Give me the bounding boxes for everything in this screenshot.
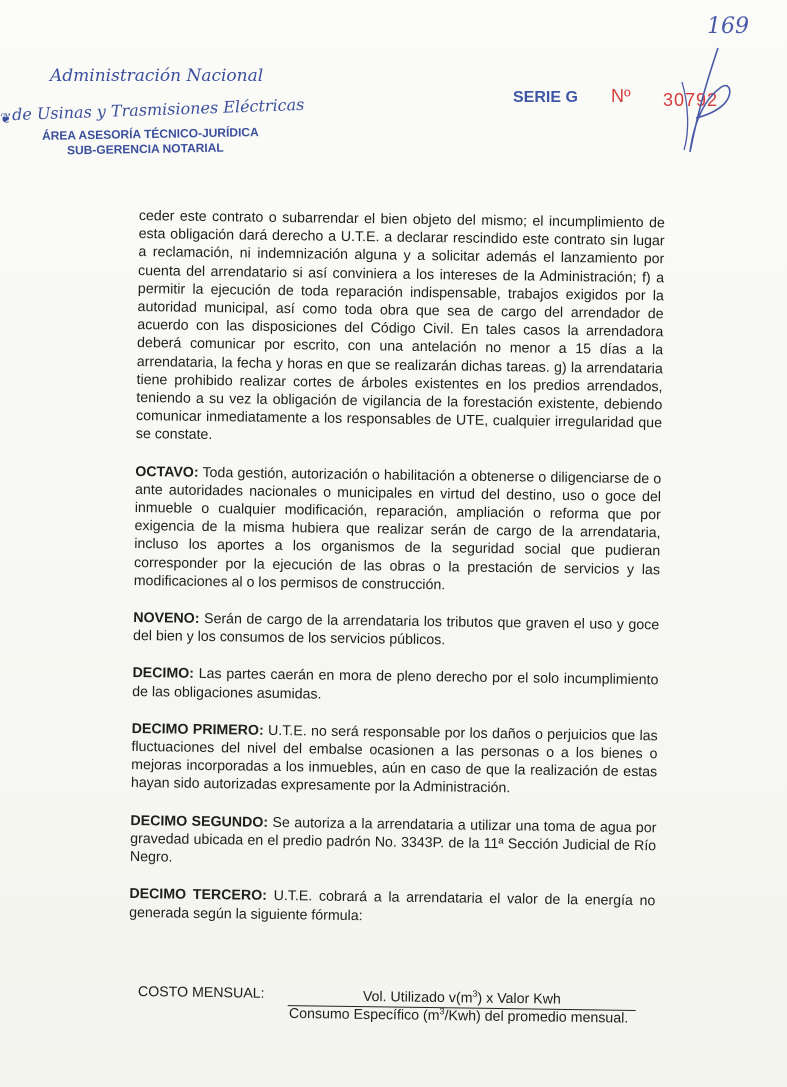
denominator-text-a: Consumo Específico (m (288, 1005, 440, 1024)
bird-logo-icon: ❦ (0, 110, 12, 126)
clause-heading: OCTAVO: (135, 463, 199, 481)
document-number: 30792 (663, 90, 719, 110)
formula-denominator (277, 1004, 639, 1027)
clause-text: U.T.E. no será responsable por los daños o perjuicios que las fluctuaciones del nivel del embalse ocasionen a las personas o a los bienes o mejoras incorporadas a los inmuebles, aún en caso de que la realización de estas hayan sido autorizadas expresamente por la Administración. (130, 722, 658, 797)
letterhead-org-line1: Administración Nacional (50, 66, 264, 86)
clause-text: Serán de cargo de la arrendataria los tributos que graven el uso y goce del bien y los consumos de los servicios públicos. (132, 610, 660, 649)
numero-symbol: Nº (611, 86, 631, 106)
denominator-text-b: /Kwh) del promedio mensual. (444, 1008, 629, 1027)
denominator-sup: 3 (439, 1006, 445, 1017)
numerator-sup: 3 (472, 988, 478, 999)
cost-formula (137, 984, 658, 1027)
paragraph-continuation: ceder este contrato o subarrendar el bien objeto del mismo; el incumplimiento de esta obligación dará derecho a U.T.E. a declarar rescindido este contrato sin lugar a reclamación, ni indemnización alguna y a solicitar además el lanzamiento por cuenta del arrendatario si así conviniera a los intereses de la Administración; f) a permitir la ejecución de toda reparación indispensable, trabajos exigidos por la autoridad municipal, así como toda obra que sea de cargo del arrendador de acuerdo con las disposiciones del Código Civil. En tales casos la arrendadora deberá comunicar por escrito, con una antelación no menor a 15 días a la arrendataria, la fecha y horas en que se realizarán dichas tareas. g) la arrendataria tiene prohibido realizar cortes de árboles existentes en los predios arrendados, teniendo a su vez la obligación de vigilancia de la forestación existente, debiendo comunicar inmediatamente a los responsables de UTE, cualquier irregularidad que se constate. (135, 207, 665, 444)
clause-noveno (133, 609, 659, 653)
clause-decimo-tercero (129, 885, 655, 929)
letterhead-org-line2: de Usinas y Trasmisiones Eléctricas (11, 94, 305, 125)
numerator-text-a: Vol. Utilizado v(m (362, 988, 473, 1007)
folio-number: 169 (707, 14, 749, 39)
clause-decimo (132, 664, 658, 708)
serie-label: SERIE G (513, 89, 578, 106)
clause-decimo-segundo (130, 812, 657, 874)
numerator-text-b: ) x Valor Kwh (477, 990, 561, 1008)
clause-text: Se autoriza a la arrendataria a utilizar una toma de agua por gravedad ubicada en el predio padrón No. 3343P. de la 11ª Sección Judicial de Río Negro. (129, 814, 657, 866)
letterhead-area: ÁREA ASESORÍA TÉCNICO-JURÍDICA (41, 125, 259, 143)
clause-octavo (134, 463, 662, 598)
formula-label: COSTO MENSUAL: (137, 984, 265, 1002)
clause-decimo-primero (131, 720, 658, 800)
clause-heading: DECIMO: (132, 665, 195, 683)
clause-heading: DECIMO TERCERO: (129, 886, 268, 905)
letterhead-subgerencia: SUB-GERENCIA NOTARIAL (66, 140, 224, 158)
clause-text: Toda gestión, autorización o habilitación a obtenerse o diligenciarse de o ante autoridades nacionales o municipales en virtud del destino, uso o goce del inmueble o cualquier modificación, reparación, ampliación o reforma que por exigencia de la misma hubiera que realizar serán de cargo de la arrendataria, incluso los aportes a los organismos de la seguridad social que pudieran corresponder por la ejecución de las obras o la prestación de servicios y las modificaciones al o los permisos de construcción. (133, 464, 662, 594)
clause-heading: NOVENO: (133, 610, 200, 627)
clause-text: U.T.E. cobrará a la arrendataria el valor de la energía no generada según la siguiente fórmula: (129, 888, 656, 924)
clause-heading: DECIMO SEGUNDO: (130, 812, 269, 831)
clause-heading: DECIMO PRIMERO: (131, 720, 264, 739)
contract-body (129, 207, 665, 948)
handwritten-signature-icon (660, 42, 740, 162)
clause-text: Las partes caerán en mora de pleno derecho por el solo incumplimiento de las obligaciones asumidas. (132, 666, 659, 703)
